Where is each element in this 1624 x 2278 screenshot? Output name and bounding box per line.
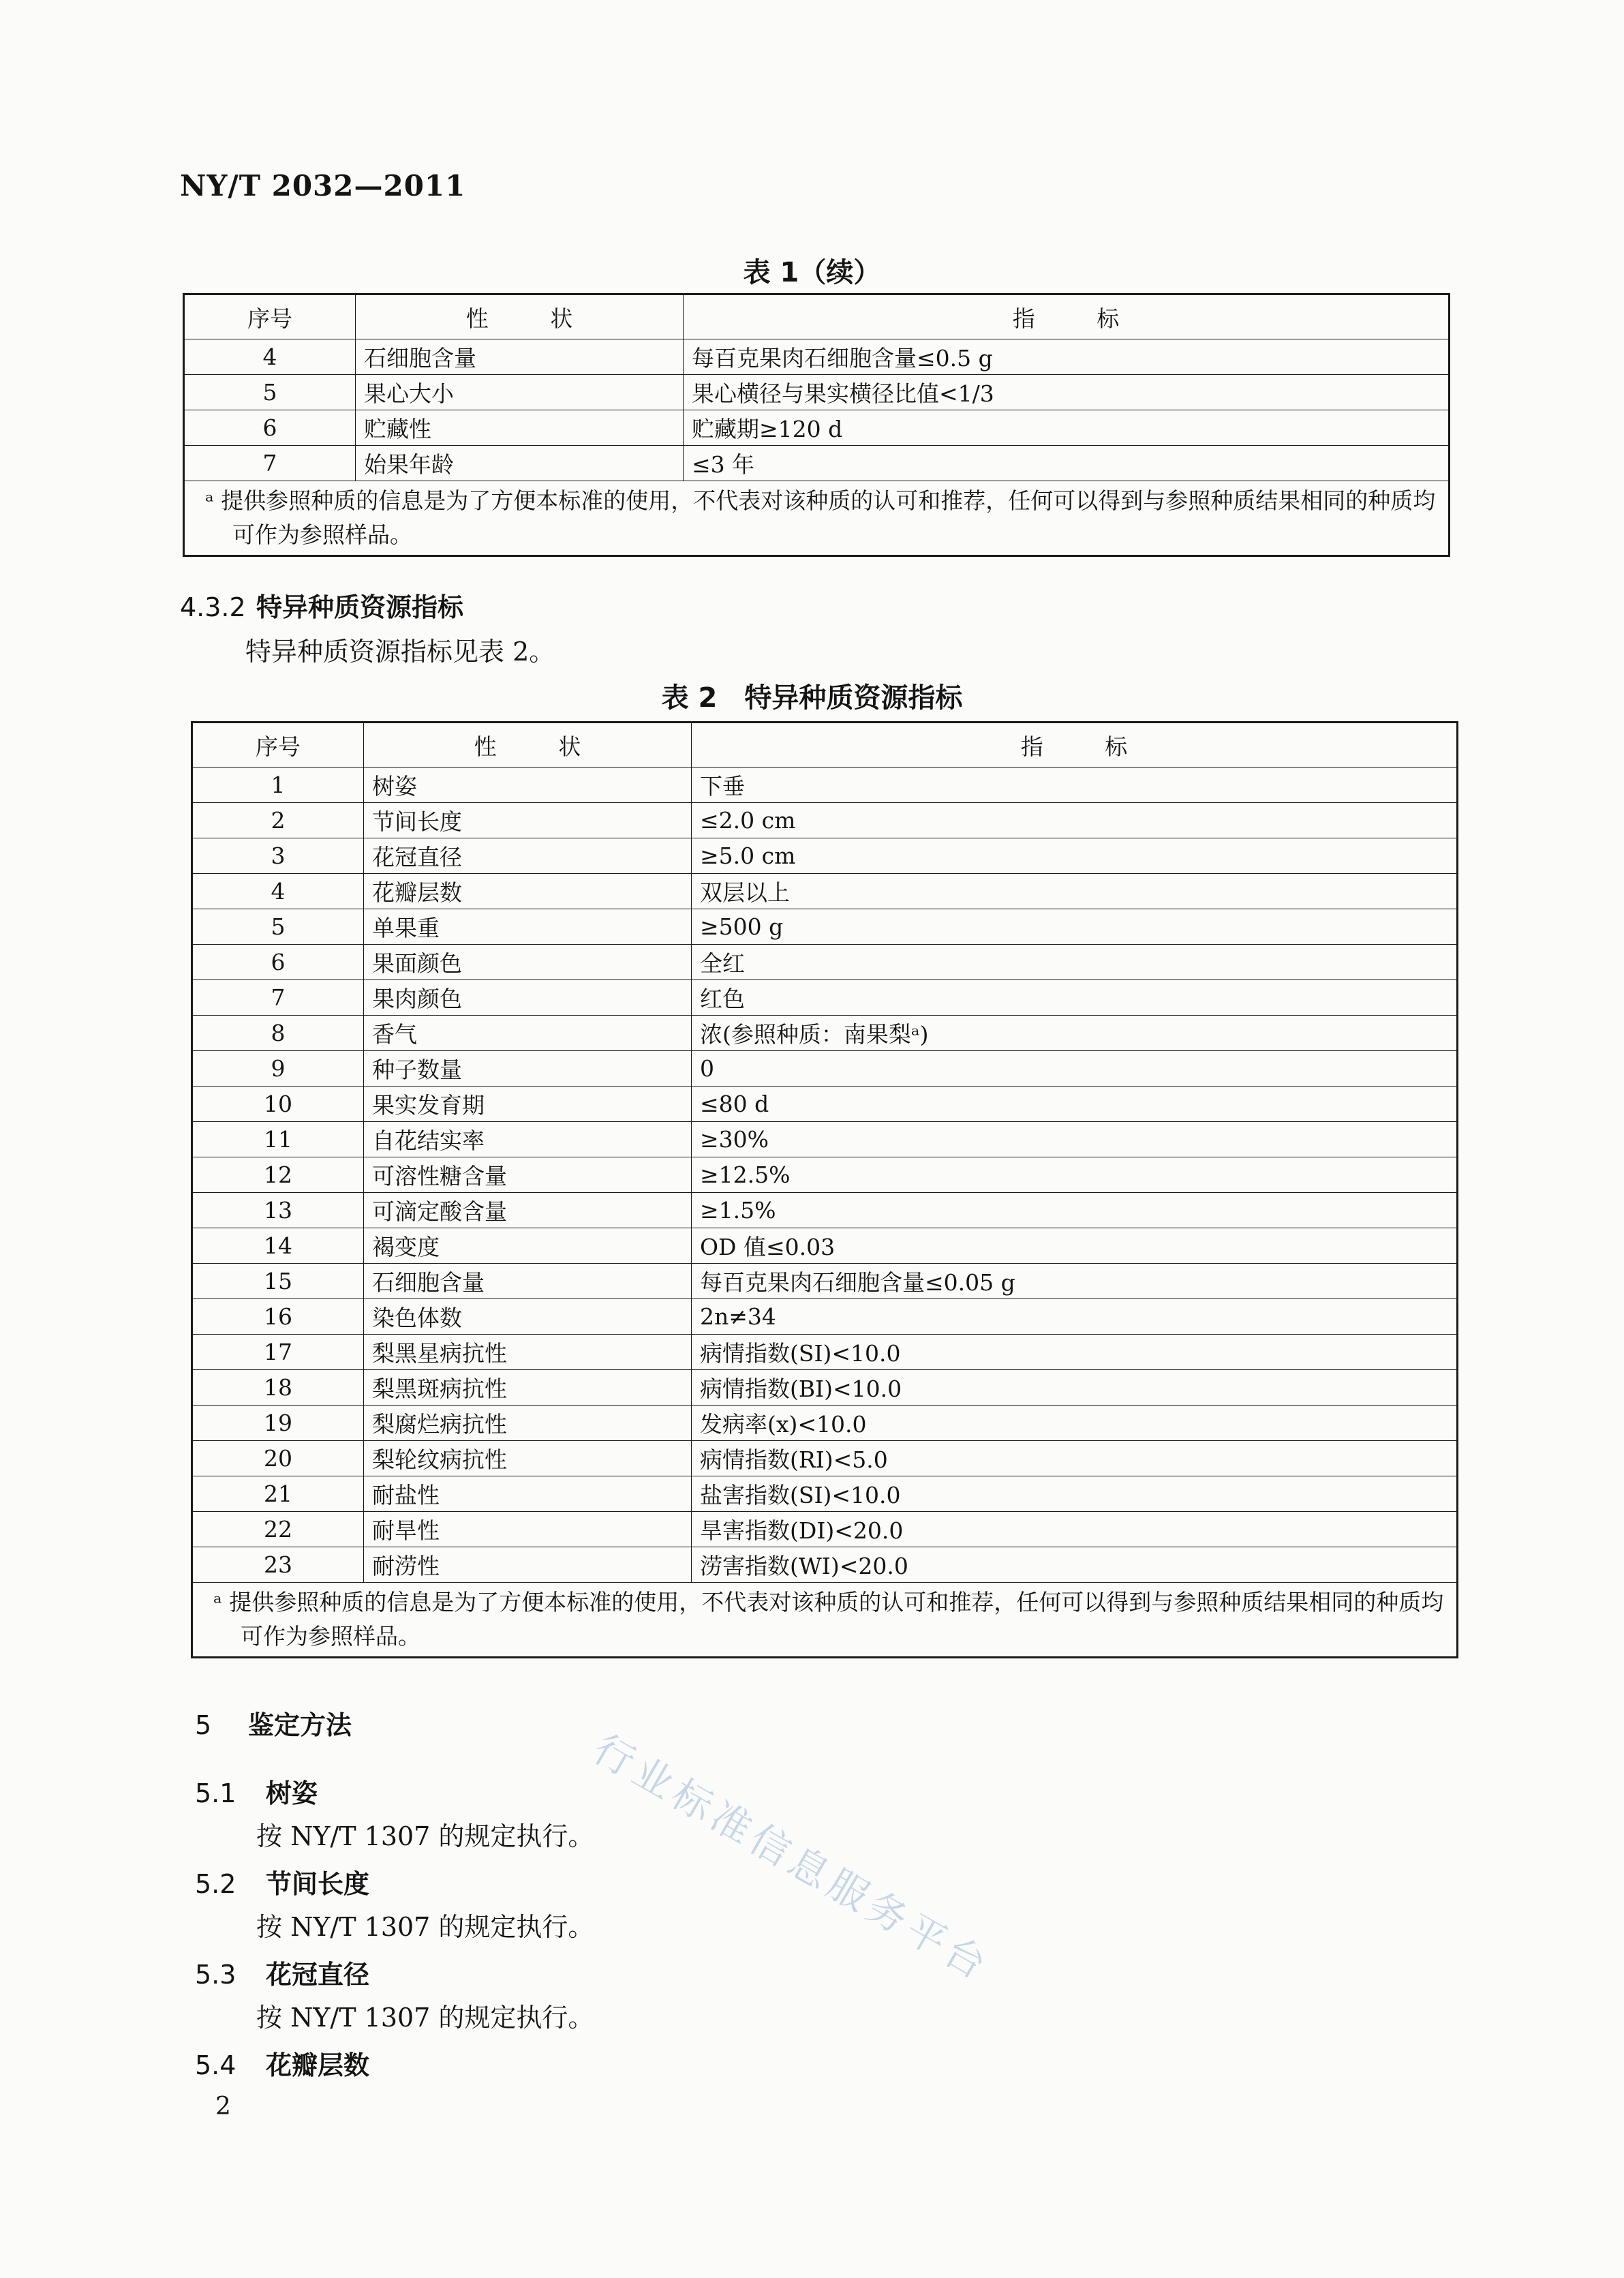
cell-trait: 单果重	[364, 909, 692, 945]
cell-trait: 梨轮纹病抗性	[364, 1441, 692, 1476]
cell-index: 2n≠34	[692, 1299, 1458, 1335]
cell-seq: 20	[192, 1441, 364, 1476]
table1-footnote-row	[184, 481, 1450, 556]
cell-index: ≤3 年	[684, 446, 1450, 481]
cell-trait: 果肉颜色	[364, 980, 692, 1016]
cell-index: 病情指数(BI)<10.0	[692, 1370, 1458, 1406]
cell-index: ≤80 d	[692, 1087, 1458, 1122]
cell-seq: 6	[192, 945, 364, 980]
cell-index: 涝害指数(WI)<20.0	[692, 1547, 1458, 1583]
cell-seq: 11	[192, 1122, 364, 1157]
table2-caption: 表 2 特异种质资源指标	[661, 682, 963, 714]
cell-index: 每百克果肉石细胞含量≤0.5 g	[684, 339, 1450, 375]
table2-header-seq: 序号	[192, 723, 364, 768]
cell-index: 贮藏期≥120 d	[684, 410, 1450, 446]
cell-index: 病情指数(RI)<5.0	[692, 1441, 1458, 1476]
table-row	[192, 1193, 1458, 1228]
cell-seq: 10	[192, 1087, 364, 1122]
cell-trait: 褐变度	[364, 1228, 692, 1264]
table-row	[192, 768, 1458, 803]
table-row	[192, 1441, 1458, 1476]
table-row	[192, 803, 1458, 838]
table1-header-seq: 序号	[184, 294, 356, 339]
cell-seq: 7	[192, 980, 364, 1016]
table-row	[192, 1157, 1458, 1193]
cell-seq: 8	[192, 1016, 364, 1051]
cell-index: 全红	[692, 945, 1458, 980]
table-row	[192, 1299, 1458, 1335]
table1-footnote: ᵃ 提供参照种质的信息是为了方便本标准的使用，不代表对该种质的认可和推荐，任何可以得到与参照种质结果相同的种质均可作为参照样品。	[184, 481, 1450, 556]
cell-trait: 树姿	[364, 768, 692, 803]
cell-index: ≥5.0 cm	[692, 838, 1458, 874]
cell-index: 盐害指数(SI)<10.0	[692, 1476, 1458, 1512]
cell-trait: 自花结实率	[364, 1122, 692, 1157]
table-row	[184, 446, 1450, 481]
table-row	[192, 1406, 1458, 1441]
cell-seq: 4	[184, 339, 356, 375]
section-4-3-2-text: 特异种质资源指标见表 2。	[245, 637, 555, 667]
section-5-heading: 5 鉴定方法	[195, 1710, 352, 1740]
cell-seq: 16	[192, 1299, 364, 1335]
table-row	[192, 1476, 1458, 1512]
cell-seq: 14	[192, 1228, 364, 1264]
cell-index: 0	[692, 1051, 1458, 1087]
table-row	[192, 1370, 1458, 1406]
cell-trait: 始果年龄	[356, 446, 684, 481]
cell-trait: 石细胞含量	[356, 339, 684, 375]
cell-index: 病情指数(SI)<10.0	[692, 1335, 1458, 1370]
table-row	[192, 838, 1458, 874]
section-5-1-heading: 5.1 树姿	[195, 1778, 318, 1808]
table-row	[184, 339, 1450, 375]
cell-trait: 石细胞含量	[364, 1264, 692, 1299]
cell-index: 每百克果肉石细胞含量≤0.05 g	[692, 1264, 1458, 1299]
table-row	[184, 410, 1450, 446]
cell-trait: 节间长度	[364, 803, 692, 838]
cell-trait: 耐涝性	[364, 1547, 692, 1583]
cell-trait: 香气	[364, 1016, 692, 1051]
table2-header-index: 指 标	[692, 723, 1458, 768]
cell-seq: 1	[192, 768, 364, 803]
cell-trait: 果实发育期	[364, 1087, 692, 1122]
section-5-4-heading: 5.4 花瓣层数	[195, 2050, 370, 2080]
section-5-3-heading: 5.3 花冠直径	[195, 1960, 370, 1990]
section-5-2-heading: 5.2 节间长度	[195, 1869, 370, 1899]
table-row	[192, 1051, 1458, 1087]
section-4-3-2-heading: 4.3.2 特异种质资源指标	[180, 592, 464, 622]
cell-index: 红色	[692, 980, 1458, 1016]
table2	[191, 721, 1458, 1658]
cell-trait: 花冠直径	[364, 838, 692, 874]
table-row	[192, 1228, 1458, 1264]
cell-index: 浓(参照种质：南果梨ᵃ)	[692, 1016, 1458, 1051]
cell-seq: 6	[184, 410, 356, 446]
cell-index: ≥500 g	[692, 909, 1458, 945]
cell-index: ≤2.0 cm	[692, 803, 1458, 838]
table-row	[192, 874, 1458, 909]
cell-seq: 18	[192, 1370, 364, 1406]
page-number: 2	[215, 2093, 231, 2121]
cell-seq: 22	[192, 1512, 364, 1547]
table2-footnote-row	[192, 1583, 1458, 1658]
cell-index: 旱害指数(DI)<20.0	[692, 1512, 1458, 1547]
table-row	[192, 1122, 1458, 1157]
table-row	[192, 980, 1458, 1016]
table-row	[192, 1335, 1458, 1370]
table2-header-trait: 性 状	[364, 723, 692, 768]
cell-trait: 梨黑斑病抗性	[364, 1370, 692, 1406]
cell-trait: 梨黑星病抗性	[364, 1335, 692, 1370]
table-row	[192, 1547, 1458, 1583]
table1-header-row	[184, 294, 1450, 339]
document-code: NY/T 2032—2011	[180, 169, 466, 202]
cell-trait: 可溶性糖含量	[364, 1157, 692, 1193]
table2-body	[192, 768, 1458, 1583]
cell-seq: 19	[192, 1406, 364, 1441]
section-5-3-text: 按 NY/T 1307 的规定执行。	[256, 2003, 594, 2033]
table1-header-trait: 性 状	[356, 294, 684, 339]
cell-seq: 4	[192, 874, 364, 909]
cell-seq: 23	[192, 1547, 364, 1583]
cell-trait: 果面颜色	[364, 945, 692, 980]
cell-index: ≥30%	[692, 1122, 1458, 1157]
table-row	[192, 909, 1458, 945]
cell-trait: 贮藏性	[356, 410, 684, 446]
section-5-1-text: 按 NY/T 1307 的规定执行。	[256, 1821, 594, 1851]
table-row	[184, 375, 1450, 410]
cell-seq: 15	[192, 1264, 364, 1299]
cell-seq: 13	[192, 1193, 364, 1228]
cell-index: 发病率(x)<10.0	[692, 1406, 1458, 1441]
cell-trait: 染色体数	[364, 1299, 692, 1335]
cell-seq: 12	[192, 1157, 364, 1193]
cell-seq: 2	[192, 803, 364, 838]
table2-footnote: ᵃ 提供参照种质的信息是为了方便本标准的使用，不代表对该种质的认可和推荐，任何可以得到与参照种质结果相同的种质均可作为参照样品。	[192, 1583, 1458, 1658]
cell-trait: 耐盐性	[364, 1476, 692, 1512]
cell-seq: 3	[192, 838, 364, 874]
cell-trait: 梨腐烂病抗性	[364, 1406, 692, 1441]
cell-seq: 5	[184, 375, 356, 410]
table-row	[192, 945, 1458, 980]
cell-seq: 5	[192, 909, 364, 945]
cell-trait: 果心大小	[356, 375, 684, 410]
cell-index: 下垂	[692, 768, 1458, 803]
cell-index: ≥12.5%	[692, 1157, 1458, 1193]
table-row	[192, 1264, 1458, 1299]
table1-body	[184, 339, 1450, 481]
table1	[183, 293, 1450, 557]
cell-index: ≥1.5%	[692, 1193, 1458, 1228]
cell-index: 双层以上	[692, 874, 1458, 909]
cell-seq: 9	[192, 1051, 364, 1087]
cell-trait: 种子数量	[364, 1051, 692, 1087]
cell-seq: 21	[192, 1476, 364, 1512]
table-row	[192, 1016, 1458, 1051]
watermark: 行业标准信息服务平台	[585, 1725, 999, 1991]
table1-caption: 表 1（续）	[743, 257, 881, 288]
table-row	[192, 1512, 1458, 1547]
cell-seq: 7	[184, 446, 356, 481]
cell-trait: 花瓣层数	[364, 874, 692, 909]
table2-header-row	[192, 723, 1458, 768]
section-5-2-text: 按 NY/T 1307 的规定执行。	[256, 1912, 594, 1942]
cell-seq: 17	[192, 1335, 364, 1370]
table1-header-index: 指 标	[684, 294, 1450, 339]
table-row	[192, 1087, 1458, 1122]
cell-trait: 可滴定酸含量	[364, 1193, 692, 1228]
cell-index: OD 值≤0.03	[692, 1228, 1458, 1264]
cell-index: 果心横径与果实横径比值<1/3	[684, 375, 1450, 410]
cell-trait: 耐旱性	[364, 1512, 692, 1547]
